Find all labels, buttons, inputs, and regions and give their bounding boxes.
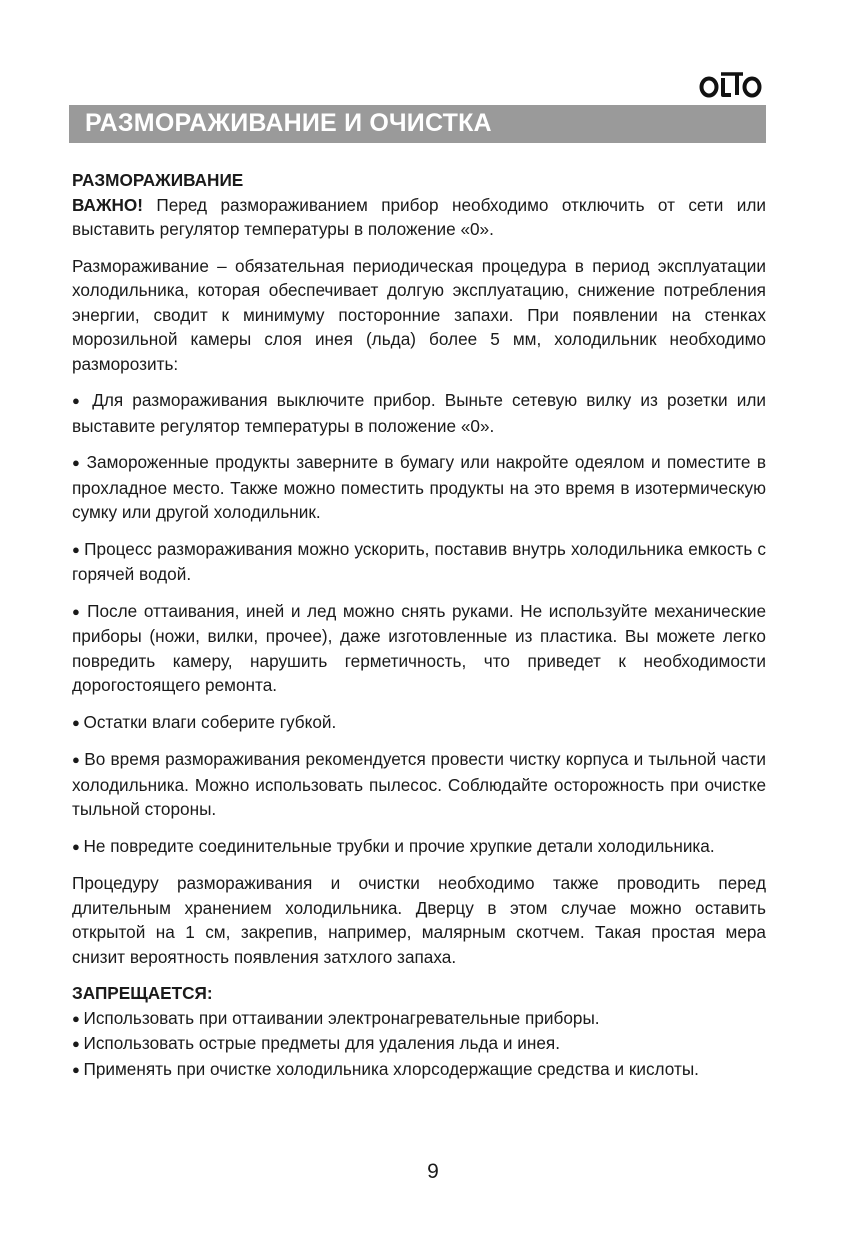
important-note (72, 193, 766, 242)
section-banner (69, 105, 766, 143)
prohibited-heading: ЗАПРЕЩАЕТСЯ: (72, 983, 213, 1003)
closing-paragraph: Процедуру размораживания и очистки необходимо также проводить перед длительным хранением холодильника. Дверцу в этом случае можно оставить открытой на 1 см, закрепив, например, малярным скотчем. Такая простая мера снизит вероятность появления затхлого запаха. (72, 873, 766, 967)
brand-logo (699, 66, 763, 100)
list-item: ● Остатки влаги соберите губкой. (72, 710, 766, 736)
section-title: РАЗМОРАЖИВАНИЕ И ОЧИСТКА (85, 109, 492, 137)
page-number: 9 (427, 1160, 439, 1183)
important-label: ВАЖНО! (72, 194, 144, 215)
intro-paragraph: Размораживание – обязательная периодическая процедура в период эксплуатации холодильника, которая обеспечивает долгую эксплуатацию, снижение потребления энергии, сводит к минимуму посторонние запахи. При появлении на стенках морозильной камеры слоя инея (льда) более 5 мм, холодильник необходимо разморозить: (72, 255, 766, 374)
list-item: ● Замороженные продукты заверните в бумагу или накройте одеялом и поместите в прохладное место. Также можно поместить продукты на это время в изотермическую сумку или другой холодильник. (72, 450, 766, 525)
list-item: ● Использовать острые предметы для удаления льда и инея. (72, 1031, 766, 1057)
important-text: Перед размораживанием прибор необходимо отключить от сети или выставить регулятор температуры в положение «0». (72, 194, 766, 239)
defrost-heading: РАЗМОРАЖИВАНИЕ (72, 170, 244, 190)
list-item: ● Для размораживания выключите прибор. Выньте сетевую вилку из розетки или выставите регулятор температуры в положение «0». (72, 388, 766, 438)
list-item: ● Применять при очистке холодильника хлорсодержащие средства и кислоты. (72, 1057, 766, 1083)
list-item: ● После оттаивания, иней и лед можно снять руками. Не используйте механические приборы (ножи, вилки, прочее), даже изготовленные из пластика. Вы можете легко повредить камеру, нарушить герметичность, что приведет к необходимости дорогостоящего ремонта. (72, 599, 766, 698)
list-item: ● Процесс размораживания можно ускорить, поставив внутрь холодильника емкость с горячей водой. (72, 537, 766, 587)
olto-logo-icon (699, 66, 763, 100)
list-item: ● Во время размораживания рекомендуется провести чистку корпуса и тыльной части холодильника. Можно использовать пылесос. Соблюдайте осторожность при очистке тыльной стороны. (72, 747, 766, 822)
page-content (72, 168, 766, 1082)
list-item: ● Использовать при оттаивании электронагревательные приборы. (72, 1006, 766, 1032)
list-item: ● Не повредите соединительные трубки и прочие хрупкие детали холодильника. (72, 834, 766, 860)
